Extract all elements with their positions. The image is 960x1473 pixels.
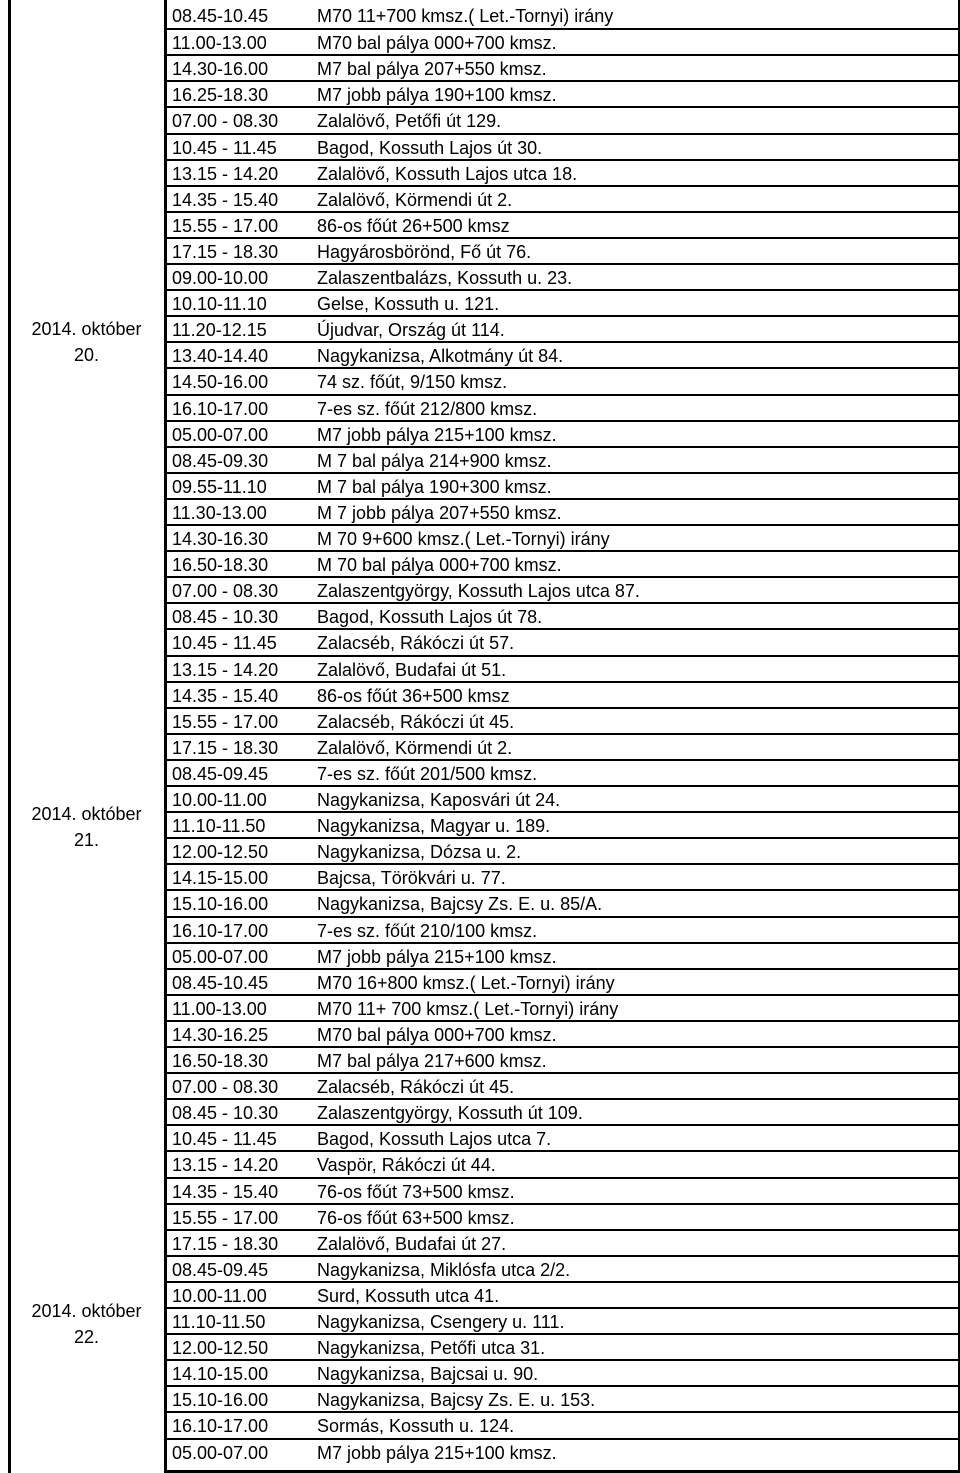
row-time: 10.00-11.00 — [172, 790, 267, 810]
row-time: 14.30-16.25 — [172, 1024, 269, 1045]
row-time: 13.15 - 14.20 — [172, 163, 279, 184]
table-row — [167, 315, 960, 343]
row-location: Nagykanizsa, Csengery u. 111. — [317, 1312, 565, 1332]
table-row — [167, 394, 960, 422]
row-time: 17.15 - 18.30 — [172, 737, 279, 758]
table-row — [167, 628, 960, 656]
table-row — [167, 785, 960, 813]
row-time: 07.00 - 08.30 — [172, 581, 279, 602]
table-row — [167, 1438, 960, 1466]
schedule-table — [164, 0, 960, 1473]
row-location: Zalacséb, Rákóczi út 45. — [317, 711, 515, 732]
table-row — [167, 341, 960, 369]
row-location: Nagykanizsa, Bajcsai u. 90. — [317, 1364, 539, 1385]
table-row — [167, 133, 960, 161]
row-time: 14.15-15.00 — [172, 868, 269, 889]
row-time: 14.35 - 15.40 — [172, 1181, 279, 1202]
row-location: Zalalövő, Budafai út 51. — [317, 659, 507, 680]
row-location: Gelse, Kossuth u. 121. — [317, 294, 500, 315]
day-label-line1: 2014. október — [31, 804, 142, 824]
row-location: Zalalövő, Körmendi út 2. — [317, 189, 513, 210]
table-row — [167, 916, 960, 944]
row-location: M70 11+ 700 kmsz.( Let.-Tornyi) irány — [317, 998, 619, 1019]
row-location: Nagykanizsa, Bajcsy Zs. E. u. 85/A. — [317, 894, 603, 915]
row-time: 10.10-11.10 — [172, 294, 267, 315]
row-location: M70 bal pálya 000+700 kmsz. — [317, 1024, 557, 1045]
table-row — [167, 811, 960, 839]
table-row — [167, 1359, 960, 1387]
row-location: Nagykanizsa, Alkotmány út 84. — [317, 346, 564, 367]
day-label-line1: 2014. október — [31, 319, 142, 339]
table-row — [167, 863, 960, 891]
row-time: 08.45-09.30 — [172, 450, 269, 471]
day-label-oct-20 — [11, 316, 162, 368]
table-row — [167, 524, 960, 552]
row-time: 13.15 - 14.20 — [172, 659, 279, 680]
row-time: 08.45-10.45 — [172, 6, 269, 26]
row-location: Bagod, Kossuth Lajos utca 7. — [317, 1129, 552, 1150]
row-time: 08.45-10.45 — [172, 972, 269, 993]
row-location: Nagykanizsa, Kaposvári út 24. — [317, 790, 561, 810]
table-row — [167, 576, 960, 604]
row-time: 16.50-18.30 — [172, 1051, 269, 1071]
row-time: 09.00-10.00 — [172, 268, 269, 288]
table-row — [167, 889, 960, 917]
row-time: 13.15 - 14.20 — [172, 1155, 279, 1176]
table-row — [167, 655, 960, 683]
row-time: 15.55 - 17.00 — [172, 711, 279, 732]
row-location: M7 jobb pálya 215+100 kmsz. — [317, 424, 557, 445]
row-location: 7-es sz. főút 210/100 kmsz. — [317, 920, 538, 941]
table-row — [167, 733, 960, 761]
table-row — [167, 472, 960, 500]
table-row — [167, 707, 960, 735]
row-time: 10.00-11.00 — [172, 1285, 267, 1306]
day-label-line2: 20. — [73, 345, 100, 365]
row-time: 11.00-13.00 — [172, 33, 267, 54]
row-time: 16.50-18.30 — [172, 555, 269, 576]
row-time: 11.10-11.50 — [172, 1312, 266, 1332]
row-location: Bajcsa, Törökvári u. 77. — [317, 868, 506, 889]
row-location: Nagykanizsa, Magyar u. 189. — [317, 816, 551, 837]
table-row — [167, 1333, 960, 1361]
row-location: Nagykanizsa, Dózsa u. 2. — [317, 842, 522, 863]
table-row — [167, 1281, 960, 1309]
row-location: M 70 9+600 kmsz.( Let.-Tornyi) irány — [317, 529, 610, 549]
row-location: Nagykanizsa, Bajcsy Zs. E. u. 153. — [317, 1390, 596, 1411]
row-location: M 7 jobb pálya 207+550 kmsz. — [317, 502, 562, 523]
row-location: Zalaszentgyörgy, Kossuth út 109. — [317, 1103, 583, 1124]
row-time: 15.55 - 17.00 — [172, 1207, 279, 1228]
row-location: 7-es sz. főút 212/800 kmsz. — [317, 398, 538, 419]
table-row — [167, 1020, 960, 1048]
table-row — [167, 80, 960, 108]
table-row — [167, 1124, 960, 1152]
row-time: 15.55 - 17.00 — [172, 215, 279, 236]
row-location: 86-os főút 36+500 kmsz — [317, 685, 510, 706]
table-row — [167, 994, 960, 1022]
table-row — [167, 602, 960, 630]
row-location: M70 16+800 kmsz.( Let.-Tornyi) irány — [317, 972, 615, 993]
row-location: M 7 bal pálya 190+300 kmsz. — [317, 476, 552, 497]
table-row — [167, 106, 960, 134]
row-location: Surd, Kossuth utca 41. — [317, 1285, 500, 1306]
row-time: 14.30-16.00 — [172, 59, 269, 80]
row-time: 12.00-12.50 — [172, 842, 269, 863]
row-time: 08.45-09.45 — [172, 1259, 269, 1280]
row-time: 10.45 - 11.45 — [172, 1129, 277, 1150]
table-row — [167, 1046, 960, 1074]
row-time: 14.30-16.30 — [172, 529, 269, 549]
row-time: 16.10-17.00 — [172, 920, 269, 941]
row-time: 09.55-11.10 — [172, 476, 267, 497]
row-location: Zalaszentgyörgy, Kossuth Lajos utca 87. — [317, 581, 640, 602]
row-time: 05.00-07.00 — [172, 424, 269, 445]
row-time: 14.35 - 15.40 — [172, 189, 279, 210]
table-row — [167, 185, 960, 213]
row-location: 7-es sz. főút 201/500 kmsz. — [317, 763, 538, 784]
table-row — [167, 263, 960, 291]
row-location: M7 bal pálya 207+550 kmsz. — [317, 59, 547, 80]
row-time: 16.10-17.00 — [172, 1416, 269, 1437]
row-location: Sormás, Kossuth u. 124. — [317, 1416, 515, 1437]
table-row — [167, 289, 960, 317]
row-location: Újudvar, Ország út 114. — [317, 320, 505, 341]
date-column — [11, 0, 162, 1473]
row-location: Zalacséb, Rákóczi út 57. — [317, 633, 515, 654]
row-location: Zalalövő, Körmendi út 2. — [317, 737, 513, 758]
table-row — [167, 1411, 960, 1439]
day-label-oct-22 — [11, 1298, 162, 1350]
table-row — [167, 1307, 960, 1335]
row-location: Bagod, Kossuth Lajos út 30. — [317, 137, 543, 158]
table-row — [167, 759, 960, 787]
row-location: M7 jobb pálya 215+100 kmsz. — [317, 1442, 557, 1463]
row-time: 10.45 - 11.45 — [172, 137, 277, 158]
row-time: 15.10-16.00 — [172, 1390, 269, 1411]
row-location: 86-os főút 26+500 kmsz — [317, 215, 510, 236]
table-row — [167, 237, 960, 265]
row-time: 11.20-12.15 — [172, 320, 267, 341]
table-row — [167, 54, 960, 82]
table-row — [167, 1229, 960, 1257]
row-location: Zalalövő, Petőfi út 129. — [317, 111, 502, 132]
row-location: M 7 bal pálya 214+900 kmsz. — [317, 450, 552, 471]
row-location: M7 jobb pálya 190+100 kmsz. — [317, 85, 557, 106]
row-location: Zalalövő, Budafai út 27. — [317, 1233, 507, 1254]
row-time: 08.45-09.45 — [172, 763, 269, 784]
row-time: 11.10-11.50 — [172, 816, 266, 837]
table-row — [167, 1177, 960, 1205]
row-location: M7 bal pálya 217+600 kmsz. — [317, 1051, 547, 1071]
row-location: Nagykanizsa, Miklósfa utca 2/2. — [317, 1259, 571, 1280]
row-location: M70 11+700 kmsz.( Let.-Tornyi) irány — [317, 6, 614, 26]
row-time: 07.00 - 08.30 — [172, 1077, 279, 1098]
day-label-line1: 2014. október — [31, 1301, 142, 1321]
row-location: Zalacséb, Rákóczi út 45. — [317, 1077, 515, 1098]
table-row — [167, 942, 960, 970]
table-row — [167, 1072, 960, 1100]
table-row — [167, 498, 960, 526]
row-location: Bagod, Kossuth Lajos út 78. — [317, 607, 543, 628]
table-row — [167, 1385, 960, 1413]
row-location: Vaspör, Rákóczi út 44. — [317, 1155, 496, 1176]
row-time: 14.35 - 15.40 — [172, 685, 279, 706]
row-location: 76-os főút 63+500 kmsz. — [317, 1207, 515, 1228]
table-row — [167, 420, 960, 448]
row-time: 16.25-18.30 — [172, 85, 269, 106]
row-time: 14.10-15.00 — [172, 1364, 269, 1385]
day-label-line2: 22. — [73, 1327, 100, 1347]
table-row — [167, 550, 960, 578]
row-time: 10.45 - 11.45 — [172, 633, 277, 654]
table-row — [167, 837, 960, 865]
row-location: M 70 bal pálya 000+700 kmsz. — [317, 555, 562, 576]
row-time: 07.00 - 08.30 — [172, 111, 279, 132]
table-row — [167, 211, 960, 239]
table-row — [167, 367, 960, 395]
table-row — [167, 1098, 960, 1126]
row-location: M70 bal pálya 000+700 kmsz. — [317, 33, 557, 54]
row-time: 15.10-16.00 — [172, 894, 269, 915]
table-row — [167, 159, 960, 187]
row-location: Nagykanizsa, Petőfi utca 31. — [317, 1338, 546, 1359]
table-row — [167, 1150, 960, 1178]
row-time: 11.00-13.00 — [172, 998, 267, 1019]
table-row — [167, 28, 960, 56]
table-row — [167, 1255, 960, 1283]
row-time: 05.00-07.00 — [172, 946, 269, 967]
table-row — [167, 3, 960, 29]
row-time: 16.10-17.00 — [172, 398, 269, 419]
row-location: 74 sz. főút, 9/150 kmsz. — [317, 372, 508, 393]
row-location: Zalaszentbalázs, Kossuth u. 23. — [317, 268, 573, 288]
day-label-line2: 21. — [73, 830, 100, 850]
row-time: 12.00-12.50 — [172, 1338, 269, 1359]
table-row — [167, 446, 960, 474]
row-location: 76-os főút 73+500 kmsz. — [317, 1181, 515, 1202]
row-time: 08.45 - 10.30 — [172, 607, 279, 628]
row-time: 14.50-16.00 — [172, 372, 269, 393]
row-time: 05.00-07.00 — [172, 1442, 269, 1463]
row-location: Hagyárosbörönd, Fő út 76. — [317, 241, 532, 262]
row-time: 08.45 - 10.30 — [172, 1103, 279, 1124]
row-time: 17.15 - 18.30 — [172, 241, 279, 262]
table-row — [167, 1203, 960, 1231]
table-row — [167, 968, 960, 996]
row-location: M7 jobb pálya 215+100 kmsz. — [317, 946, 557, 967]
day-label-oct-21 — [11, 801, 162, 853]
table-row — [167, 681, 960, 709]
row-time: 13.40-14.40 — [172, 346, 269, 367]
row-location: Zalalövő, Kossuth Lajos utca 18. — [317, 163, 578, 184]
row-time: 11.30-13.00 — [172, 502, 267, 523]
row-time: 17.15 - 18.30 — [172, 1233, 279, 1254]
